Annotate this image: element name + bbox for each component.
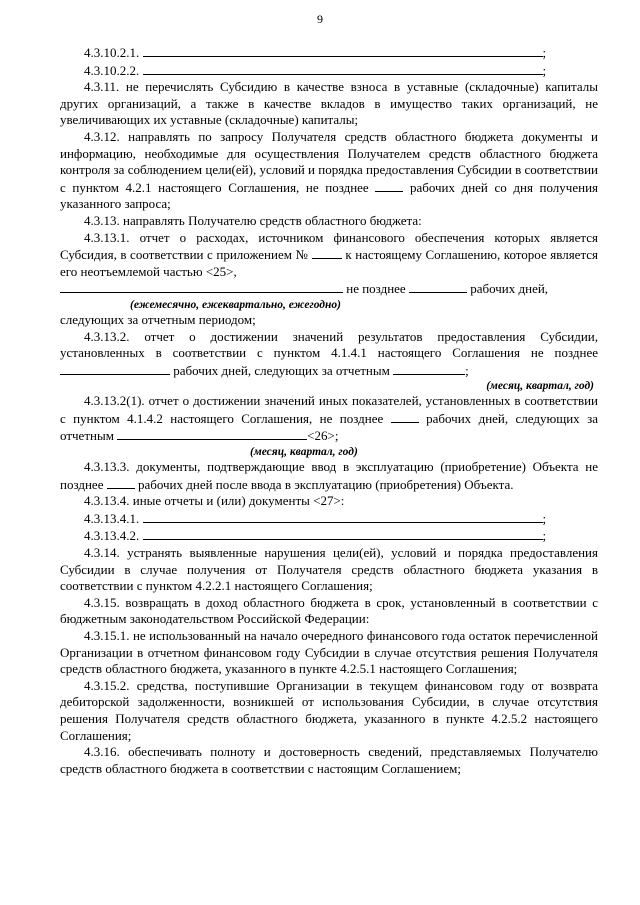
clause-text: следующих за отчетным периодом; (60, 311, 256, 327)
clause-4-3-16: 4.3.16. обеспечивать полноту и достоверность сведений, представляемых Получателю средств областного бюджета в соответствии с настоящим Соглашением; (60, 744, 598, 776)
days-blank (107, 476, 135, 489)
appendix-blank (312, 246, 342, 259)
clause-4-3-10-2-1 (60, 44, 598, 62)
clause-4-3-11: 4.3.11. не перечислять Субсидию в качестве взноса в уставные (складочные) капиталы других организаций, а также в качестве вкладов в имущество таких организаций, не увеличивающих их уставные (складочные) капиталы; (60, 79, 598, 128)
clause-end: ; (542, 510, 547, 526)
fill-line (143, 62, 543, 75)
clause-4-3-13-4-1 (60, 510, 598, 528)
clause-4-3-13-3 (60, 459, 598, 493)
clause-4-3-13-2 (60, 329, 598, 380)
period-hint: (ежемесячно, ежеквартально, ежегодно) (130, 298, 341, 311)
clause-text: к настоящему Соглашению, которое является его неотъемлемой частью <25>, (60, 247, 599, 279)
clause-text: рабочих дней со дня получения указанного запроса; (60, 179, 599, 212)
clause-text: 4.3.12. направлять по запросу Получателя средств областного бюджета документы и информацию, необходимые для осуществления Получателем средств областного бюджета контроля за соблюдением цели(ей), условий и порядка предоставления Субсидии в соответствии с пунктом 4.2.1 настоящего Соглашения, не позднее (60, 128, 598, 195)
clause-4-3-13-2-1 (60, 393, 598, 445)
clause-4-3-12 (60, 129, 598, 213)
period-hint: (месяц, квартал, год) (486, 380, 594, 393)
fill-line (143, 527, 543, 540)
clause-text: не позднее (346, 281, 406, 297)
clause-text: рабочих дней, (470, 281, 549, 297)
clause-text: 4.3.13.2. отчет о достижении значений результатов предоставления Субсидии, установленных в соответствии с пунктом 4.1.4.1 настоящего Соглашения не позднее (60, 328, 598, 361)
clause-text: <26>; (307, 428, 339, 444)
clause-number: 4.3.13.4.2. (84, 528, 140, 544)
clause-text: 4.3.13.1. отчет о расходах, источником финансового обеспечения которых является Субсидия, в соответствии с приложением № (60, 229, 598, 263)
period-hint: (месяц, квартал, год) (250, 446, 358, 459)
clause-end: ; (542, 62, 547, 78)
clause-4-3-13-4: 4.3.13.4. иные отчеты и (или) документы <27>: (84, 493, 345, 509)
clause-4-3-15-1: 4.3.15.1. не использованный на начало очередного финансового года остаток перечисленной Организации в отчетном финансовом году Субсидии в случае отсутствия решения Получателя средств областного бюджета, указанного в пункте 4.2.5.1 настоящего Соглашения; (60, 628, 598, 677)
days-blank (375, 179, 403, 192)
fill-line (143, 510, 543, 523)
period-fill-row (60, 280, 598, 298)
clause-end: ; (542, 528, 547, 544)
period-blank (393, 362, 465, 375)
clause-4-3-14: 4.3.14. устранять выявленные нарушения цели(ей), условий и порядка предоставления Субсидии в случае получения от Получателя средств областного бюджета указания в соответствии с пунктом 4.2.2.1 настоящего Соглашения; (60, 545, 598, 594)
clause-text: рабочих дней после ввода в эксплуатацию (приобретения) Объекта. (137, 476, 514, 492)
period-blank (60, 280, 343, 293)
clause-4-3-13-1 (60, 230, 598, 281)
clause-end: ; (542, 45, 547, 60)
clause-number: 4.3.10.2.2. (84, 62, 140, 78)
clause-text: 4.3.13.3. документы, подтверждающие ввод в эксплуатацию (приобретение) Объекта не позднее (60, 459, 598, 492)
clause-text: рабочих дней, следующих за отчетным (60, 410, 599, 444)
page-number: 9 (317, 12, 323, 26)
clause-4-3-15: 4.3.15. возвращать в доход областного бюджета в срок, установленный в соответствии с бюджетным законодательством Российской Федерации: (60, 594, 598, 627)
clause-4-3-15-2: 4.3.15.2. средства, поступившие Организации в текущем финансовом году от возврата дебиторской задолженности, возникшей от использования Субсидии, в случае отсутствия решения Получателя средств областного бюджета, указанного в пункте 4.2.5.2 настоящего Соглашения; (60, 677, 598, 743)
days-blank (409, 280, 467, 293)
document-body (60, 44, 598, 777)
clause-text: рабочих дней, следующих за отчетным (173, 362, 390, 378)
fill-line (143, 44, 543, 57)
clause-4-3-10-2-2 (60, 62, 598, 80)
clause-4-3-13-4-2 (60, 527, 598, 545)
days-blank (60, 362, 170, 375)
clause-4-3-13: 4.3.13. направлять Получателю средств областного бюджета: (84, 212, 422, 228)
days-blank (391, 410, 419, 423)
clause-number: 4.3.13.4.1. (84, 510, 140, 526)
clause-text: 4.3.13.2(1). отчет о достижении значений иных показателей, установленных в соответствии с пунктом 4.1.4.2 настоящего Соглашения, не позднее (60, 393, 598, 426)
clause-number: 4.3.10.2.1. (84, 45, 140, 60)
clause-end: ; (465, 362, 469, 378)
period-blank (117, 427, 307, 440)
